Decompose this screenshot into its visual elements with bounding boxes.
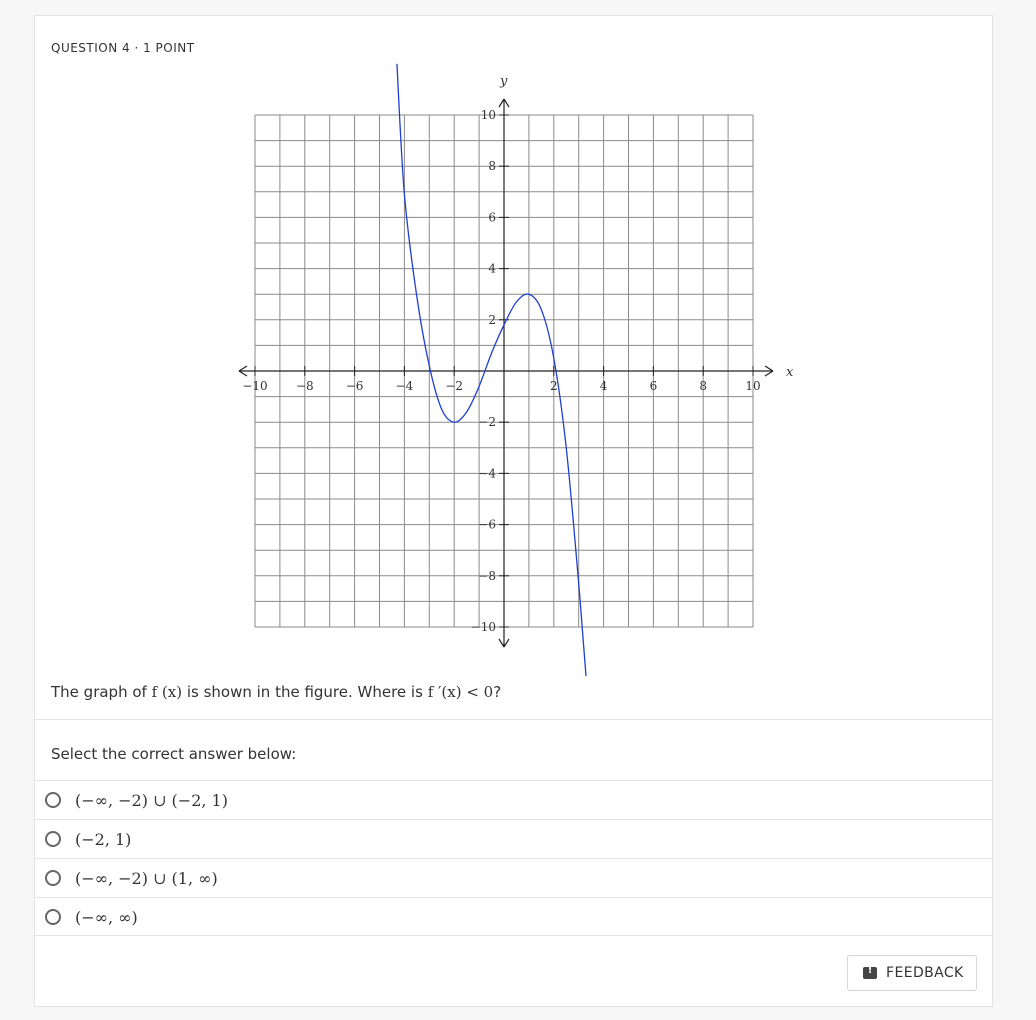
question-card: [34, 15, 993, 1007]
feedback-label: FEEDBACK: [886, 965, 964, 981]
question-prompt: [51, 683, 501, 701]
answer-option-2[interactable]: [35, 819, 992, 858]
answer-option-1[interactable]: [35, 780, 992, 819]
prompt-text-2: is shown in the figure. Where is: [182, 683, 428, 701]
y-tick-label: 10: [480, 108, 496, 122]
divider: [35, 719, 992, 720]
option-text: (−∞, −2) ∪ (−2, 1): [75, 791, 228, 810]
prompt-text-1: The graph of: [51, 683, 152, 701]
x-tick-label: −6: [345, 379, 364, 393]
prompt-text-3: ?: [493, 683, 502, 701]
radio-button[interactable]: [45, 831, 61, 847]
y-tick-label: −8: [478, 568, 496, 583]
prompt-f: f (x): [151, 683, 183, 701]
x-tick-label: 10: [745, 379, 761, 393]
answer-options: [35, 780, 992, 936]
select-label: Select the correct answer below:: [51, 745, 297, 763]
y-tick-label: −10: [470, 620, 496, 634]
radio-button[interactable]: [45, 792, 61, 808]
y-tick-label: 6: [488, 210, 496, 225]
feedback-button[interactable]: [847, 955, 977, 991]
radio-button[interactable]: [45, 909, 61, 925]
option-text: (−∞, −2) ∪ (1, ∞): [75, 869, 218, 888]
y-tick-label: 8: [488, 159, 496, 174]
y-tick-label: −6: [478, 517, 496, 532]
function-graph: [35, 16, 994, 676]
x-tick-label: −8: [295, 379, 314, 393]
feedback-icon: [863, 967, 877, 979]
y-tick-label: 2: [488, 312, 496, 327]
y-tick-label: −4: [478, 466, 496, 481]
x-tick-label: −4: [395, 379, 414, 393]
y-tick-label: 4: [488, 261, 496, 276]
x-tick-label: 8: [699, 379, 708, 393]
x-tick-label: 2: [549, 379, 558, 393]
prompt-fprime: f ′(x) < 0: [427, 683, 494, 701]
question-header: QUESTION 4 · 1 POINT: [51, 41, 195, 55]
y-axis-label: y: [500, 74, 508, 89]
x-tick-label: 6: [649, 379, 658, 393]
answer-option-4[interactable]: [35, 897, 992, 936]
x-tick-label: −2: [445, 379, 464, 393]
x-tick-label: 4: [599, 379, 608, 393]
radio-button[interactable]: [45, 870, 61, 886]
answer-option-3[interactable]: [35, 858, 992, 897]
option-text: (−2, 1): [75, 830, 132, 849]
function-curve: [397, 64, 586, 676]
x-tick-label: −10: [242, 379, 268, 393]
option-text: (−∞, ∞): [75, 908, 138, 927]
x-axis-label: x: [786, 365, 794, 380]
y-tick-label: −2: [478, 415, 496, 430]
